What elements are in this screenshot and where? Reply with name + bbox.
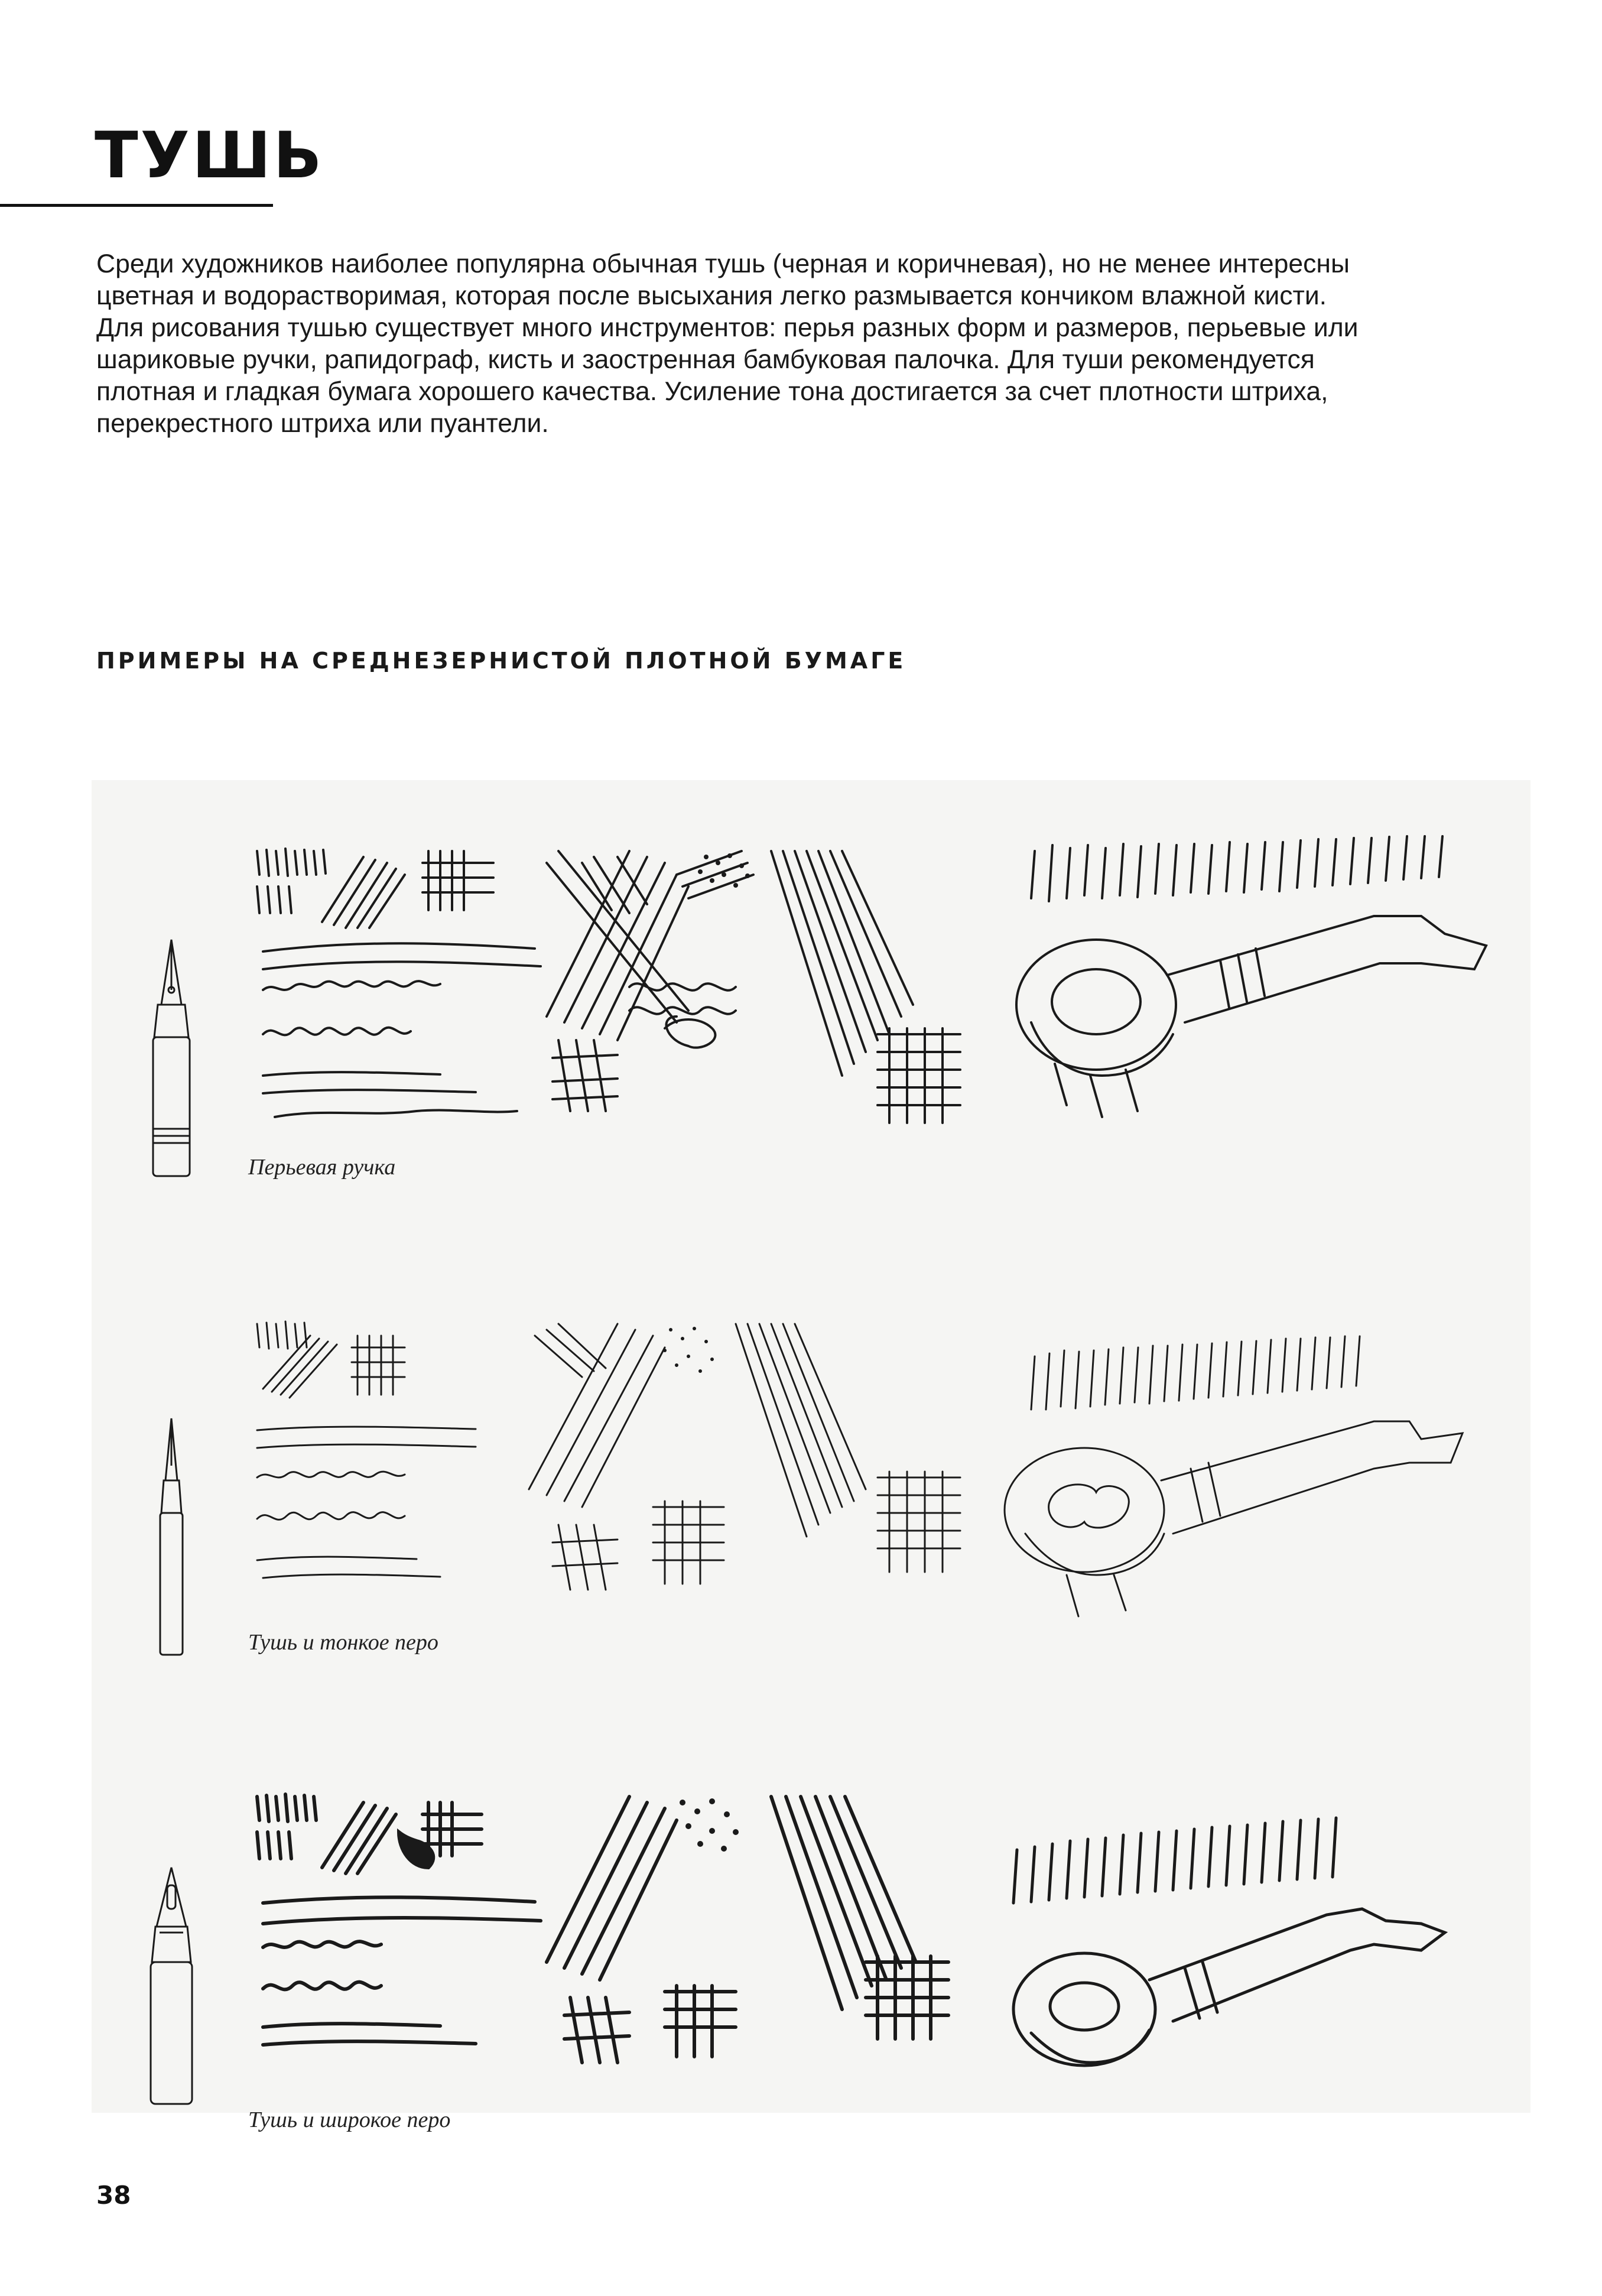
- intro-line: шариковые ручки, рапидограф, кисть и заостренная бамбуковая палочка. Для туши рекомендуется: [96, 345, 1315, 374]
- broad-nib-key-drawing: [996, 1797, 1516, 2104]
- page-title: ТУШЬ: [95, 119, 324, 193]
- intro-line: плотная и гладкая бумага хорошего качества. Усиление тона достигается за счет плотности штриха,: [96, 377, 1328, 406]
- broad-nib-stroke-samples: [251, 1785, 1043, 2074]
- fountain-pen-illustration: [127, 934, 216, 1182]
- fine-nib-key-drawing: [996, 1315, 1516, 1622]
- fountain-pen-stroke-samples: [251, 839, 1043, 1129]
- examples-panel: [92, 780, 1530, 2132]
- caption-fine-nib: Тушь и тонкое перо: [248, 1630, 438, 1655]
- caption-broad-nib: Тушь и широкое перо: [248, 2107, 451, 2132]
- page-number: 38: [96, 2181, 131, 2210]
- intro-paragraph: [96, 248, 1444, 440]
- intro-line: Среди художников наиболее популярна обычная тушь (черная и коричневая), но не менее интересны: [96, 249, 1350, 278]
- intro-line: Для рисования тушью существует много инструментов: перья разных форм и размеров, перьевые или: [96, 313, 1359, 342]
- intro-line: перекрестного штриха или пуантели.: [96, 409, 549, 438]
- fountain-pen-key-drawing: [996, 827, 1516, 1135]
- intro-line: цветная и водорастворимая, которая после высыхания легко размывается кончиком влажной кисти.: [96, 281, 1327, 310]
- fine-nib-stroke-samples: [251, 1312, 1043, 1602]
- caption-fountain-pen: Перьевая ручка: [248, 1155, 396, 1180]
- fine-nib-pen-illustration: [127, 1412, 216, 1661]
- broad-nib-pen-illustration: [127, 1862, 216, 2110]
- title-underline: [0, 204, 273, 207]
- section-heading: ПРИМЕРЫ НА СРЕДНЕЗЕРНИСТОЙ ПЛОТНОЙ БУМАГЕ: [96, 648, 906, 674]
